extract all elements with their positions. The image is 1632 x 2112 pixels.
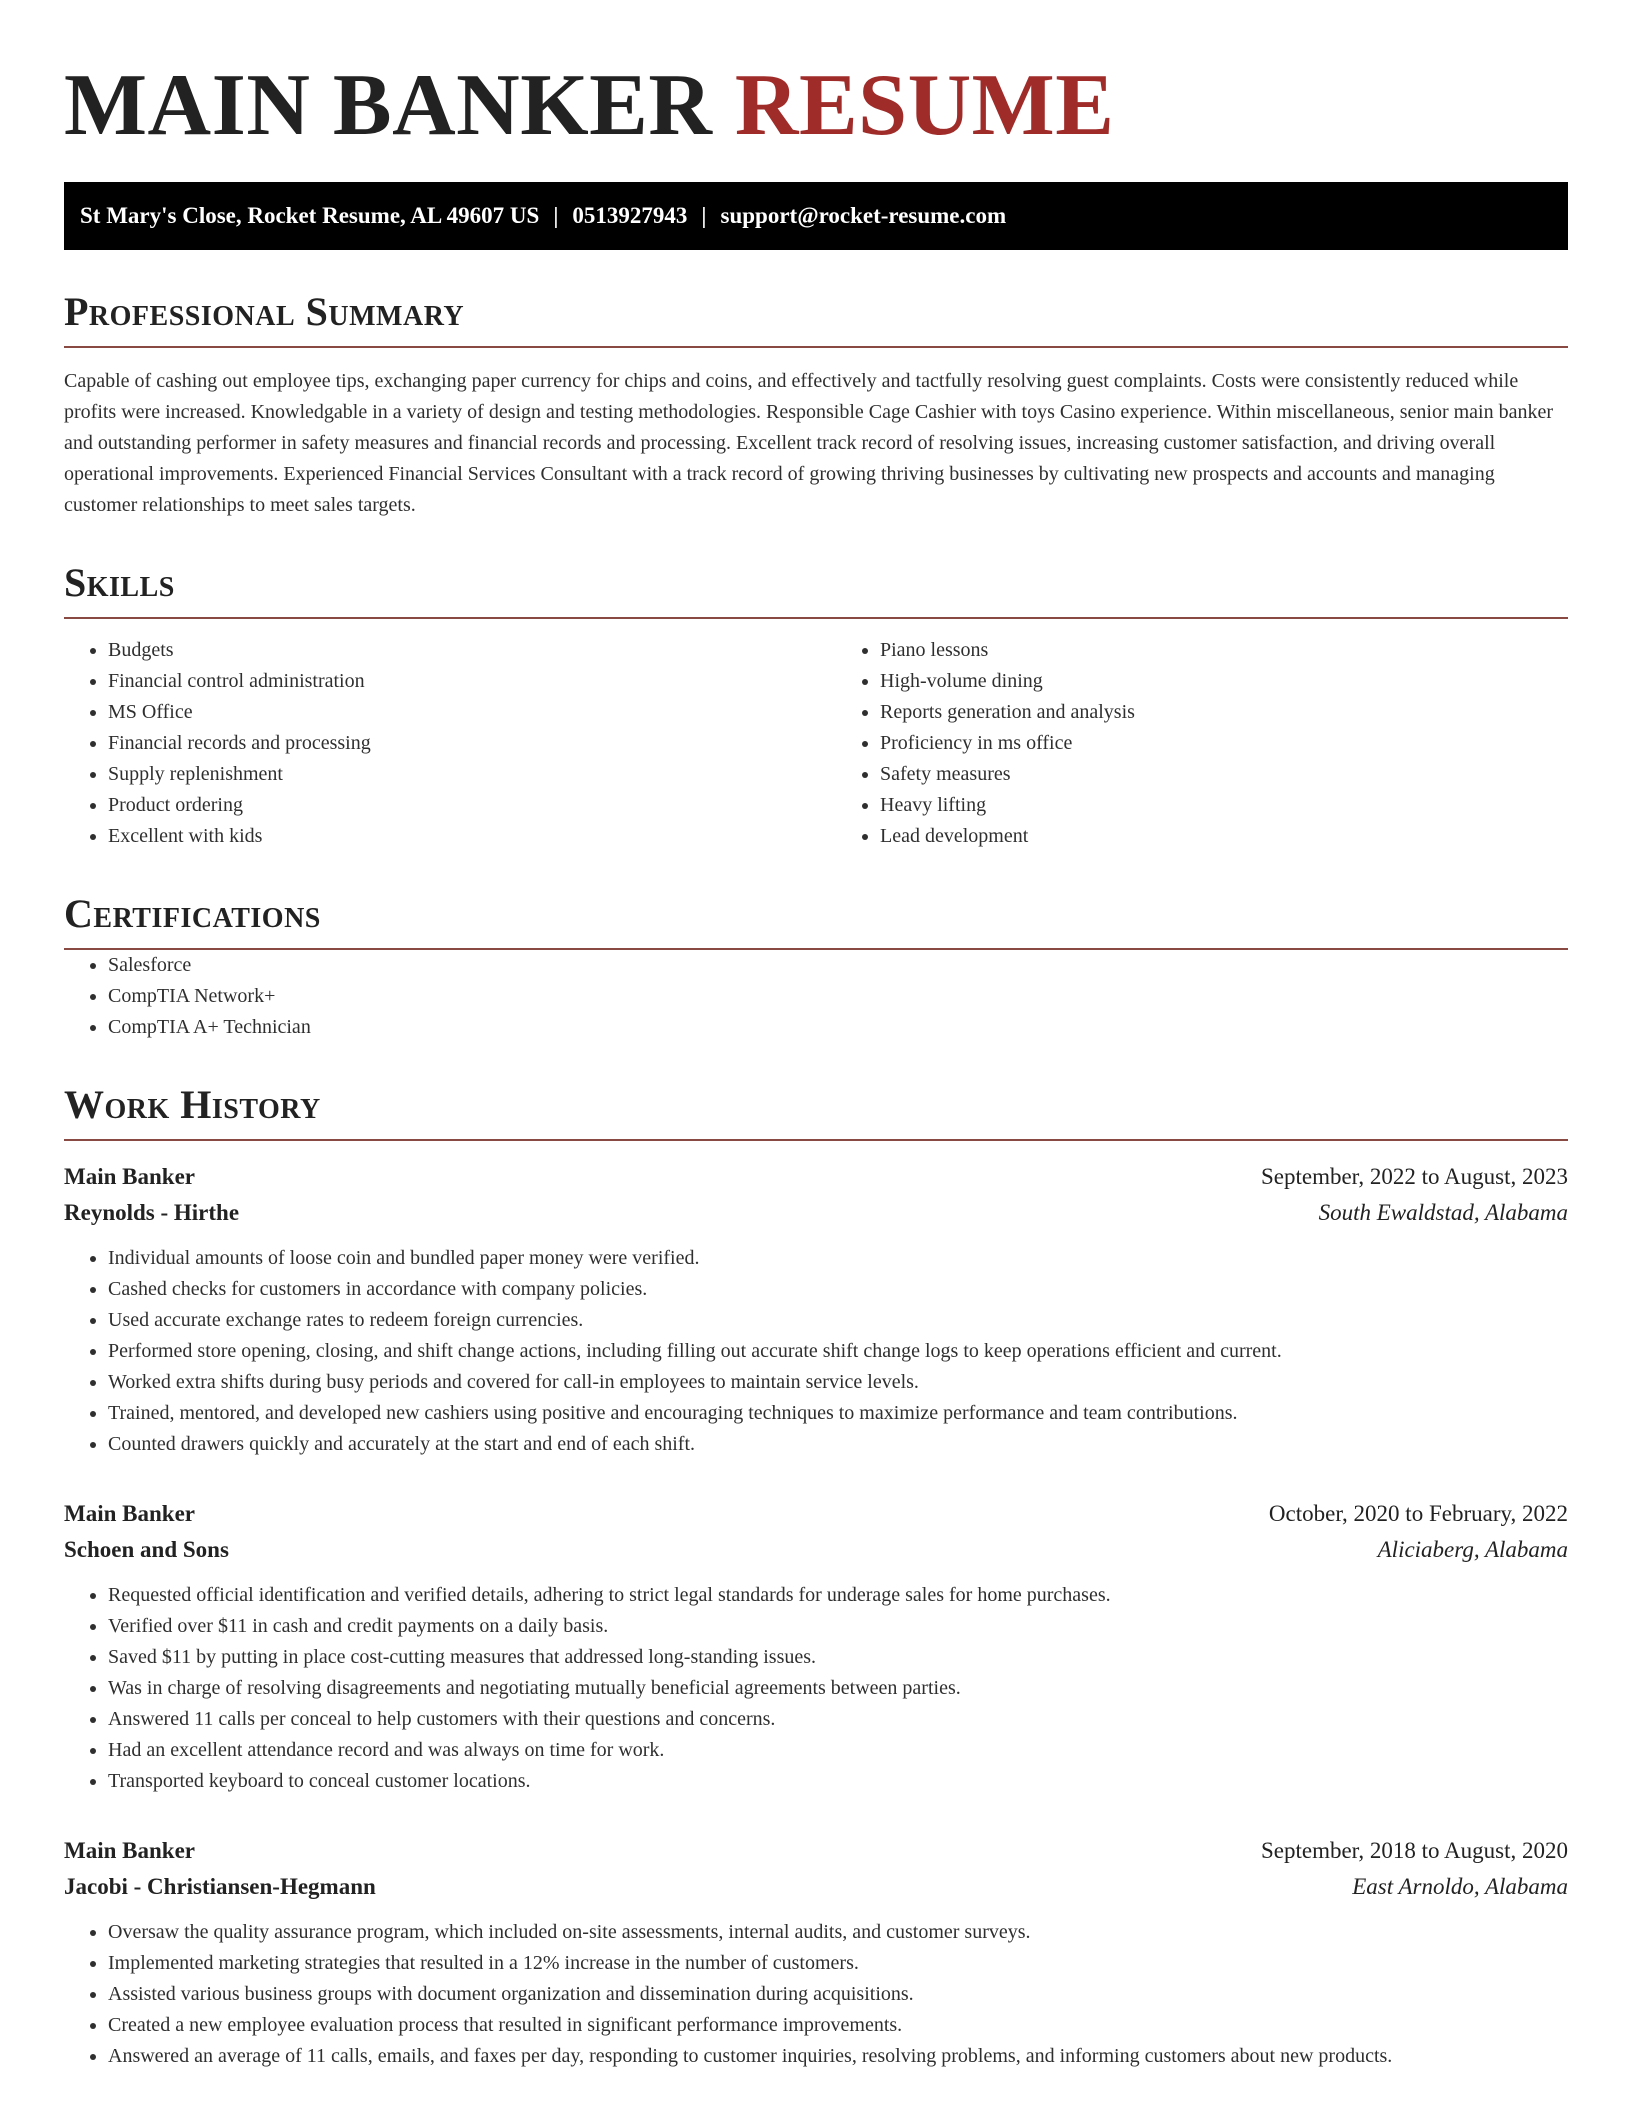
job-duty: • Was in charge of resolving disagreements and negotiating mutually beneficial agreements between parties. [108,1673,1568,1704]
certifications-heading: Certifications [64,894,1568,950]
contact-separator: | [701,203,707,228]
skill-item: • Safety measures [880,759,1568,790]
skill-item: • Product ordering [108,790,796,821]
job-duty: • Verified over $11 in cash and credit payments on a daily basis. [108,1611,1568,1642]
skill-item: • Lead development [880,821,1568,852]
skill-item: • Heavy lifting [880,790,1568,821]
skill-item: • Reports generation and analysis [880,697,1568,728]
job-header-row [64,1159,1568,1195]
contact-address: St Mary's Close, Rocket Resume, AL 49607 US [80,203,540,228]
job-duty: • Requested official identification and verified details, adhering to strict legal standards for underage sales for home purchases. [108,1580,1568,1611]
job-duty: • Answered an average of 11 calls, emails, and faxes per day, responding to customer inquiries, resolving problems, and informing customers about new products. [108,2041,1568,2072]
job-duties-list [64,1243,1568,1460]
job-duty: • Assisted various business groups with document organization and dissemination during acquisitions. [108,1979,1568,2010]
contact-separator: | [553,203,559,228]
job-location: East Arnoldo, Alabama [1352,1874,1568,1899]
job-header-row [64,1833,1568,1869]
job-entry [64,1159,1568,1460]
summary-heading: Professional Summary [64,292,1568,348]
job-duty: • Saved $11 by putting in place cost-cutting measures that addressed long-standing issues. [108,1642,1568,1673]
job-company: Reynolds - Hirthe [64,1200,240,1225]
job-dates: September, 2018 to August, 2020 [1260,1838,1568,1863]
job-location: South Ewaldstad, Alabama [1318,1200,1568,1225]
job-dates: September, 2022 to August, 2023 [1260,1164,1568,1189]
job-company-row [64,1532,1568,1568]
contact-email[interactable]: support@rocket-resume.com [720,203,1007,228]
skill-item: • Financial records and processing [108,728,796,759]
certification-item: • CompTIA A+ Technician [108,1012,1568,1043]
job-title: Main Banker [64,1501,195,1526]
job-title: Main Banker [64,1164,195,1189]
job-title: Main Banker [64,1838,195,1863]
skills-heading: Skills [64,563,1568,619]
job-duties-list [64,1917,1568,2072]
work-history-section [64,1082,1568,2072]
job-entry [64,1496,1568,1797]
job-duty: • Used accurate exchange rates to redeem foreign currencies. [108,1305,1568,1336]
skill-item: • MS Office [108,697,796,728]
skill-item: • Piano lessons [880,635,1568,666]
job-entry [64,1833,1568,2072]
job-company: Schoen and Sons [64,1537,229,1562]
job-duty: • Created a new employee evaluation process that resulted in significant performance improvements. [108,2010,1568,2041]
job-header-row [64,1496,1568,1532]
job-duty: • Worked extra shifts during busy periods and covered for call-in employees to maintain service levels. [108,1367,1568,1398]
job-company: Jacobi - Christiansen-Hegmann [64,1874,376,1899]
skills-list-right [836,635,1568,852]
skill-item: • Excellent with kids [108,821,796,852]
certifications-list [64,950,1568,1043]
skill-item: • High-volume dining [880,666,1568,697]
skills-grid [64,635,1568,852]
job-duty: • Answered 11 calls per conceal to help customers with their questions and concerns. [108,1704,1568,1735]
skill-item: • Supply replenishment [108,759,796,790]
certifications-section [64,891,1568,1043]
skill-item: • Financial control administration [108,666,796,697]
certification-item: • CompTIA Network+ [108,981,1568,1012]
job-dates: October, 2020 to February, 2022 [1268,1501,1568,1526]
skill-item: • Proficiency in ms office [880,728,1568,759]
job-duty: • Cashed checks for customers in accordance with company policies. [108,1274,1568,1305]
title-name: MAIN BANKER [64,57,713,154]
work-history-heading: Work History [64,1085,1568,1141]
job-location: Aliciaberg, Alabama [1377,1537,1568,1562]
job-company-row [64,1869,1568,1905]
job-duty: • Trained, mentored, and developed new cashiers using positive and encouraging techniques to maximize performance and team contributions. [108,1398,1568,1429]
job-duty: • Counted drawers quickly and accurately at the start and end of each shift. [108,1429,1568,1460]
job-duty: • Implemented marketing strategies that resulted in a 12% increase in the number of customers. [108,1948,1568,1979]
job-duties-list [64,1580,1568,1797]
contact-bar [64,182,1568,250]
skill-item: • Budgets [108,635,796,666]
certification-item: • Salesforce [108,950,1568,981]
job-duty: • Oversaw the quality assurance program, which included on-site assessments, internal audits, and customer surveys. [108,1917,1568,1948]
title-accent: RESUME [734,57,1115,154]
job-company-row [64,1195,1568,1231]
skills-section [64,560,1568,852]
job-duty: • Transported keyboard to conceal customer locations. [108,1766,1568,1797]
summary-text: Capable of cashing out employee tips, exchanging paper currency for chips and coins, and effectively and tactfully resolving guest complaints. Costs were consistently reduced while profits were increased. Knowledgable in a variety of design and testing methodologies. Responsible Cage Cashier with toys Casino experience. Within miscellaneous, senior main banker and outstanding performer in safety measures and financial records and processing. Excellent track record of resolving issues, increasing customer satisfaction, and driving overall operational improvements. Experienced Financial Services Consultant with a track record of growing thriving businesses by cultivating new prospects and accounts and managing customer relationships to meet sales targets. [64,370,1554,516]
summary-section [64,289,1568,521]
job-duty: • Performed store opening, closing, and shift change actions, including filling out accurate shift change logs to keep operations efficient and current. [108,1336,1568,1367]
job-duty: • Individual amounts of loose coin and bundled paper money were verified. [108,1243,1568,1274]
skills-list-left [64,635,796,852]
contact-phone: 0513927943 [572,203,688,228]
job-duty: • Had an excellent attendance record and was always on time for work. [108,1735,1568,1766]
page-title [64,57,1568,154]
